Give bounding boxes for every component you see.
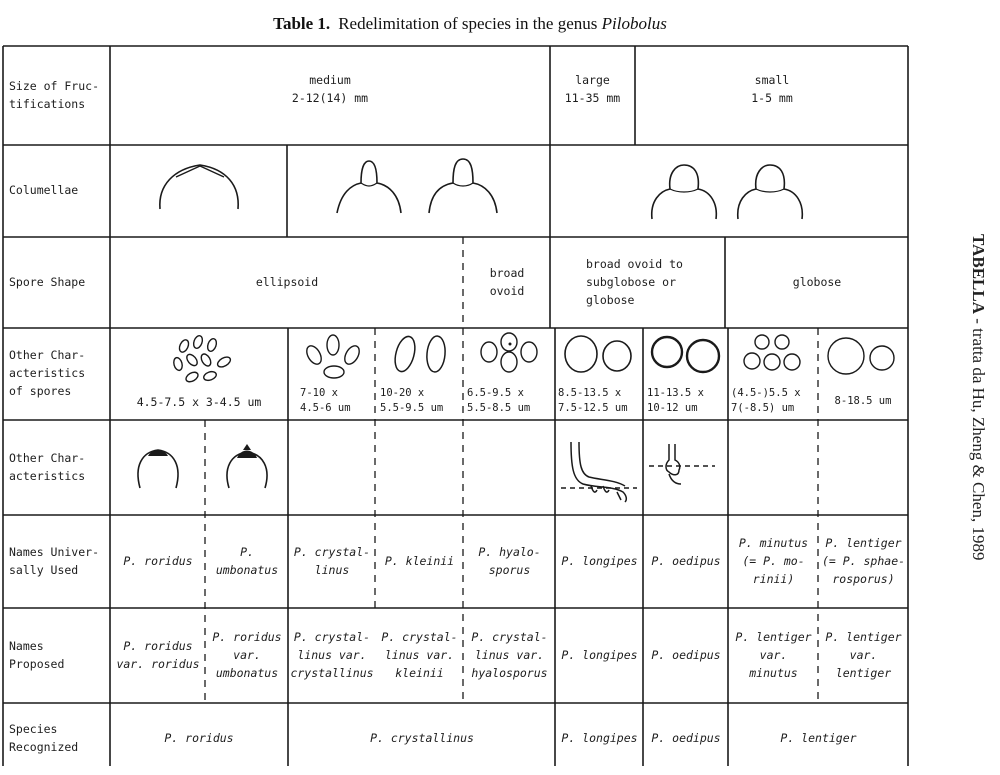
sporangium-roridus-icon: [112, 422, 204, 514]
name-proposed-crystallinus-var-crystallinus: P. crystal- linus var. crystallinus: [290, 630, 374, 680]
spore-shape-globose: globose: [792, 275, 842, 290]
name-proposed-crystallinus-var-hyalosporus: P. crystal- linus var. hyalosporus: [471, 630, 548, 680]
name-proposed-crystallinus-var-kleinii: P. crystal- linus var. kleinii: [381, 630, 458, 680]
species-longipes: P. longipes: [561, 731, 638, 746]
name-proposed-roridus-var-umbonatus: P. roridus var. umbonatus: [212, 630, 282, 680]
side-caption-bold: TABELLA: [969, 234, 988, 314]
name-proposed-lentiger-var-minutus: P. lentiger var. minutus: [735, 630, 812, 680]
spore-size-crystallinus: 7-10 x 4.5-6 um: [300, 387, 351, 414]
table-number: Table 1.: [273, 14, 331, 33]
spores-small-ellipsoid-icon: [112, 330, 286, 390]
spores-kleinii-icon: [377, 330, 462, 390]
name-proposed-lentiger-var-lentiger: P. lentiger var. lentiger: [825, 630, 902, 680]
row-label-other-characteristics: Other Char- acteristics: [9, 451, 86, 483]
spore-shape-broad-ovoid-subglobose: broad ovoid to subglobose or globose: [586, 257, 683, 307]
columella-round-icon: [552, 147, 907, 235]
sporangium-umbonatus-icon: [207, 422, 287, 514]
row-label-names-used: Names Univer- sally Used: [9, 545, 100, 577]
spores-hyalosporus-icon: [465, 330, 555, 390]
species-roridus: P. roridus: [164, 731, 234, 746]
sporangiophore-oedipus-icon: [645, 422, 727, 514]
table-caption: Redelimitation of species in the genus: [338, 14, 602, 33]
name-used-longipes: P. longipes: [561, 554, 638, 569]
sporangiophore-longipes-icon: [557, 422, 642, 514]
spores-longipes-icon: [557, 330, 642, 390]
species-oedipus: P. oedipus: [651, 731, 721, 746]
spore-size-roridus: 4.5-7.5 x 3-4.5 um: [136, 395, 262, 410]
spore-shape-ellipsoid: ellipsoid: [255, 275, 319, 290]
row-label-columellae: Columellae: [9, 183, 79, 198]
row-label-spore-shape: Spore Shape: [9, 275, 86, 290]
name-used-minutus: P. minutus (= P. mo- rinii): [738, 536, 809, 586]
spore-shape-broad-ovoid: broad ovoid: [489, 266, 525, 298]
row-label-names-proposed: Names Proposed: [9, 639, 65, 671]
name-used-lentiger: P. lentiger (= P. sphae- rosporus): [821, 536, 906, 586]
spores-lentiger-icon: [820, 330, 907, 390]
name-used-kleinii: P. kleinii: [384, 554, 455, 569]
spore-size-oedipus: 11-13.5 x 10-12 um: [647, 387, 704, 414]
name-proposed-longipes: P. longipes: [561, 648, 638, 663]
name-used-crystallinus: P. crystal- linus: [293, 545, 371, 577]
columella-apiculate-icon: [289, 147, 549, 235]
row-label-species-recognized: Species Recognized: [9, 722, 79, 754]
species-lentiger: P. lentiger: [780, 731, 857, 746]
name-used-hyalosporus: P. hyalo- sporus: [478, 545, 541, 577]
name-used-oedipus: P. oedipus: [651, 554, 721, 569]
row-label-spore-characteristics: Other Char- acteristics of spores: [9, 348, 86, 398]
row-label-size: Size of Fruc- tifications: [9, 79, 100, 111]
size-medium: medium 2-12(14) mm: [291, 73, 369, 105]
name-proposed-oedipus: P. oedipus: [651, 648, 721, 663]
spore-size-minutus: (4.5-)5.5 x 7(-8.5) um: [731, 387, 801, 414]
size-large: large 11-35 mm: [564, 73, 621, 105]
name-used-umbonatus: P. umbonatus: [215, 545, 279, 577]
spore-size-lentiger: 8-18.5 um: [834, 394, 892, 407]
size-small: small 1-5 mm: [751, 73, 793, 105]
spore-size-longipes: 8.5-13.5 x 7.5-12.5 um: [558, 387, 628, 414]
spore-size-kleinii: 10-20 x 5.5-9.5 um: [380, 387, 444, 414]
spores-crystallinus-icon: [290, 330, 374, 390]
spore-size-hyalosporus: 6.5-9.5 x 5.5-8.5 um: [467, 387, 531, 414]
side-caption-text: - tratta da Hu, Zheng & Chen, 1989: [969, 314, 988, 561]
genus-name: Pilobolus: [601, 14, 667, 33]
spores-oedipus-icon: [645, 330, 727, 390]
spores-minutus-icon: [730, 330, 817, 390]
species-crystallinus: P. crystallinus: [370, 731, 474, 746]
columella-conical-icon: [112, 147, 286, 235]
name-used-roridus: P. roridus: [123, 554, 193, 569]
name-proposed-roridus-var-roridus: P. roridus var. roridus: [116, 639, 200, 671]
